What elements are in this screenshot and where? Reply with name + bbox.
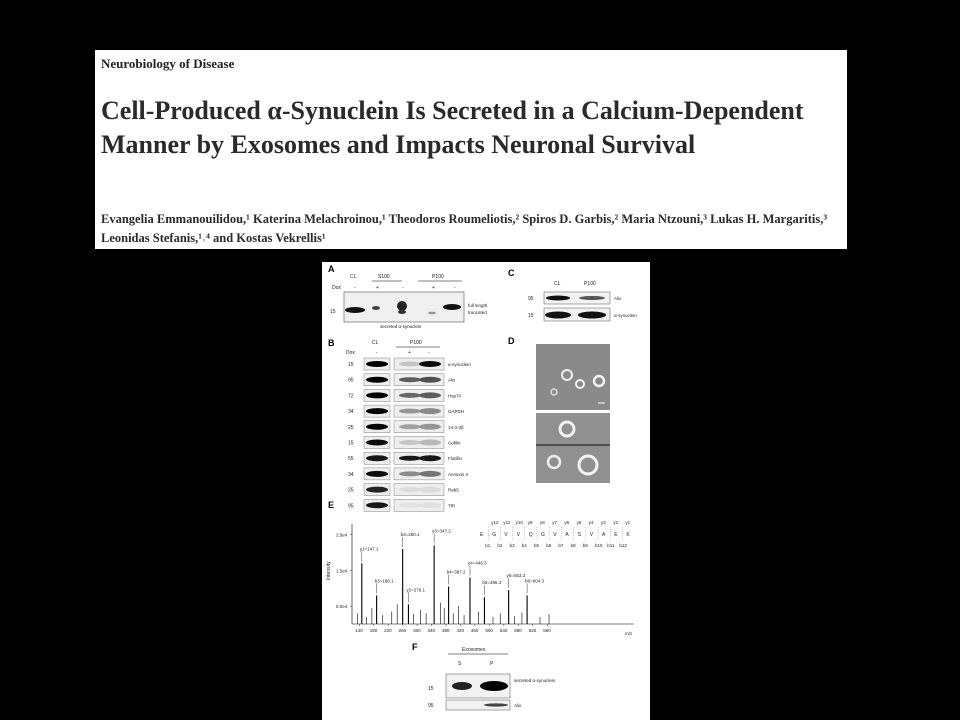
dox-sign: -	[402, 285, 404, 291]
blot-band	[399, 393, 421, 398]
band-label: Alix	[514, 703, 522, 708]
mw-marker: 15	[348, 362, 354, 368]
mw-marker: 15	[348, 440, 354, 447]
y-ion-label: y7	[552, 520, 557, 525]
y-ion-label: y3	[601, 520, 606, 525]
annotated-peak	[375, 578, 394, 624]
blot-band	[419, 392, 441, 398]
blot-band	[399, 440, 421, 445]
dox-label: Dox	[346, 350, 355, 356]
band-label: secreted α-synuclein	[514, 678, 556, 683]
peak-label: b3=188.1	[374, 578, 394, 584]
b-ion-label: b3	[509, 543, 515, 548]
mw-marker: 15	[330, 309, 336, 315]
blot-band	[366, 455, 388, 461]
b-ion-label: b5	[534, 543, 540, 548]
panel-b-rows	[348, 358, 471, 511]
spectrum-peaks	[357, 528, 549, 624]
lane-label: P100	[584, 281, 596, 287]
x-tick-label: 260	[398, 628, 407, 633]
journal-name: Neurobiology of Disease	[101, 56, 235, 71]
blot-band	[419, 455, 441, 461]
x-tick-label: 580	[514, 628, 522, 633]
annotated-peak	[406, 587, 425, 624]
blot-row-label: 14-3-3β	[448, 424, 464, 430]
y-ion-label: y10	[515, 520, 523, 525]
blot-row	[348, 468, 468, 480]
annotated-peak	[482, 580, 501, 624]
mw-marker: 34	[348, 409, 354, 416]
b-ion-label: b4	[521, 543, 527, 548]
y-ion-label: y6	[564, 520, 570, 525]
b-ion-label: b6	[546, 543, 552, 548]
blot-row-label: Alix	[448, 377, 456, 383]
blot-band	[419, 408, 441, 414]
x-tick-label: 620	[528, 628, 537, 633]
lane-label: CL	[554, 281, 561, 287]
blot-row-label: TfR	[448, 503, 456, 509]
lane-label: CL	[350, 274, 357, 280]
blot-row	[348, 499, 456, 511]
blot-row	[348, 374, 456, 386]
blot-band	[366, 502, 388, 508]
panel-e-label: E	[328, 500, 335, 510]
panel-c	[508, 268, 637, 321]
peak-label: b5=486.3	[482, 580, 502, 586]
x-tick-label: 500	[485, 628, 493, 633]
b-ion-label: b1	[485, 543, 491, 548]
mw-marker: 95	[428, 703, 434, 709]
blot-row-label: Flotillin	[448, 456, 463, 462]
dox-sign: +	[408, 350, 411, 356]
blot-band	[419, 471, 441, 477]
mw-marker: 95	[348, 503, 354, 510]
residue: G	[492, 532, 497, 538]
x-tick-label: 660	[543, 628, 551, 633]
y-ion-label: y2	[613, 520, 618, 525]
mw-marker: 15	[428, 686, 434, 692]
b-ion-label: b8	[570, 543, 576, 548]
blot-band	[366, 392, 388, 398]
blot-band	[399, 362, 421, 367]
dox-sign: +	[432, 285, 435, 291]
y-ion-label: y5	[576, 520, 582, 525]
peak-label: y4=446.3	[467, 560, 487, 566]
peak-label: b4=387.2	[446, 569, 466, 575]
b-ion-label: b2	[497, 543, 503, 548]
residue: A	[565, 532, 569, 538]
residue: V	[516, 532, 520, 538]
blot-band	[399, 503, 421, 508]
peak-label: b3=260.1	[400, 532, 420, 537]
peak-label: y2=276.1	[406, 587, 426, 593]
annotated-peak	[525, 578, 544, 624]
b-ion-label: b11	[607, 543, 615, 548]
y-tick-label: 1.5e4	[336, 568, 348, 574]
y-ion-label: y11	[503, 520, 511, 525]
lane-label: S100	[378, 274, 390, 280]
x-tick-label: 460	[470, 628, 479, 633]
blot-row	[348, 484, 459, 496]
panel-e	[326, 500, 634, 636]
x-tick-label: 220	[384, 628, 392, 633]
blot-row-label: Rab5	[448, 487, 459, 493]
blot-band	[366, 408, 388, 414]
blot-band	[399, 409, 421, 414]
paper-header	[95, 50, 847, 249]
mw-marker: 95	[528, 296, 534, 302]
residue: A	[602, 532, 606, 538]
blot-row	[348, 437, 461, 449]
blot-band	[399, 487, 421, 492]
panel-f-label: F	[412, 642, 418, 652]
panel-d-label: D	[508, 336, 515, 346]
mw-marker: 34	[348, 471, 354, 478]
residue: V	[553, 532, 557, 538]
panel-a-label: A	[328, 264, 335, 274]
lane-label: CL	[372, 340, 379, 346]
blot-band	[399, 424, 421, 429]
mw-marker: 15	[528, 313, 534, 319]
panel-b	[328, 338, 471, 511]
group-label: Exosomes	[462, 647, 486, 653]
blot-band	[366, 471, 388, 477]
y-ion-label: y9	[527, 520, 533, 525]
panel-c-label: C	[508, 268, 515, 278]
blot-row-label: Cofilin	[448, 440, 461, 446]
blot-band	[366, 361, 388, 367]
x-tick-label: 420	[456, 628, 464, 633]
x-tick-label: 300	[413, 628, 421, 633]
blot-band	[419, 424, 441, 430]
blot-band	[419, 487, 441, 493]
panel-b-label: B	[328, 338, 335, 348]
mw-marker: 25	[348, 487, 354, 494]
dox-sign: -	[376, 350, 378, 356]
blot-band	[399, 377, 421, 382]
dox-sign: -	[454, 285, 456, 291]
residue: E	[614, 532, 618, 538]
blot-row	[348, 358, 471, 370]
x-tick-label: 540	[499, 628, 508, 633]
annotated-peak	[401, 532, 420, 624]
mw-marker: 55	[348, 456, 354, 463]
blot-row	[348, 421, 464, 433]
blot-row	[348, 452, 463, 464]
mw-marker: 25	[348, 424, 354, 431]
blot-band	[366, 424, 388, 430]
dox-sign: -	[354, 285, 356, 291]
lane-label: S	[458, 661, 462, 667]
annotated-peak	[447, 570, 466, 625]
residue: V	[504, 532, 508, 538]
panel-f	[412, 642, 556, 710]
b-ion-label: b12	[619, 543, 627, 548]
x-tick-label: 140	[355, 628, 363, 633]
dox-label: Dox	[332, 285, 341, 291]
figure-panel	[322, 262, 650, 720]
lane-label: P100	[432, 274, 444, 280]
band-label: Alix	[614, 296, 622, 301]
panel-a-caption: secreted α-synuclein	[380, 324, 422, 329]
blot-row-label: Annexin II	[448, 471, 469, 477]
blot-band	[366, 377, 388, 383]
x-tick-label: 340	[427, 628, 436, 633]
y-ion-label: y4	[588, 520, 594, 525]
blot-band	[419, 440, 441, 446]
x-tick-label: 180	[369, 628, 378, 633]
paper-title: Cell-Produced α-Synuclein Is Secreted in a Calcium-Dependent Manner by Exosomes and Impacts Neuronal Survival	[101, 96, 804, 159]
y-tick-label: 2.5e4	[336, 532, 348, 538]
residue: E	[480, 532, 484, 538]
band-label: full length	[468, 303, 488, 308]
residue: G	[541, 532, 545, 538]
residue: K	[626, 532, 630, 538]
x-axis-label: m/z	[625, 631, 633, 636]
peptide-sequence	[480, 520, 631, 548]
band-label: truncated	[468, 310, 487, 315]
dox-sign: -	[428, 350, 430, 356]
residue: V	[589, 532, 594, 538]
blot-row-label: Hsp70	[448, 393, 462, 399]
b-ion-label: b9	[582, 543, 588, 548]
mw-marker: 72	[348, 393, 354, 400]
blot-row-label: α-synuclein	[448, 362, 471, 367]
lane-label: P100	[410, 340, 422, 346]
peak-label: b6=604.3	[525, 578, 544, 584]
blot-band	[399, 471, 421, 476]
residue: Q	[528, 532, 533, 538]
y-tick-label: 5.0e4	[336, 604, 348, 610]
peak-label: y3=347.2	[432, 528, 451, 534]
mw-marker: 95	[348, 377, 354, 384]
author-list: Evangelia Emmanouilidou,¹ Katerina Melachroinou,¹ Theodoros Roumeliotis,² Spiros D. Garbis,² Maria Ntzouni,³ Lukas H. Margaritis,³ Leonidas Stefanis,¹˒⁴ and Kostas Vekrellis¹	[101, 212, 828, 245]
annotated-peak	[507, 573, 526, 624]
annotated-peak	[360, 546, 379, 624]
peak-label: y5=553.3	[506, 573, 526, 579]
blot-band	[419, 502, 441, 508]
b-ion-label: b10	[595, 543, 603, 548]
blot-row	[348, 389, 462, 401]
lane-label: P	[490, 661, 494, 667]
blot-band	[419, 377, 441, 383]
blot-band	[419, 361, 441, 367]
band-label: α-synuclein	[614, 313, 637, 318]
blot-band	[366, 487, 388, 493]
panel-d	[508, 336, 610, 483]
blot-row-label: GAPDH	[448, 409, 465, 415]
dox-sign: +	[376, 285, 379, 291]
figure-svg	[322, 262, 650, 720]
panel-a	[328, 264, 488, 329]
blot-row	[348, 405, 464, 417]
residue: S	[577, 532, 581, 538]
peak-label: y1=147.1	[359, 546, 379, 552]
b-ion-label: b7	[558, 543, 564, 548]
x-tick-label: 380	[442, 628, 450, 633]
blot-band	[399, 456, 421, 461]
y-axis-label: Intensity	[326, 561, 332, 580]
y-ion-label: y1	[625, 520, 631, 525]
y-ion-label: y8	[540, 520, 545, 525]
blot-band	[366, 440, 388, 446]
y-ion-label: y12	[491, 520, 499, 525]
